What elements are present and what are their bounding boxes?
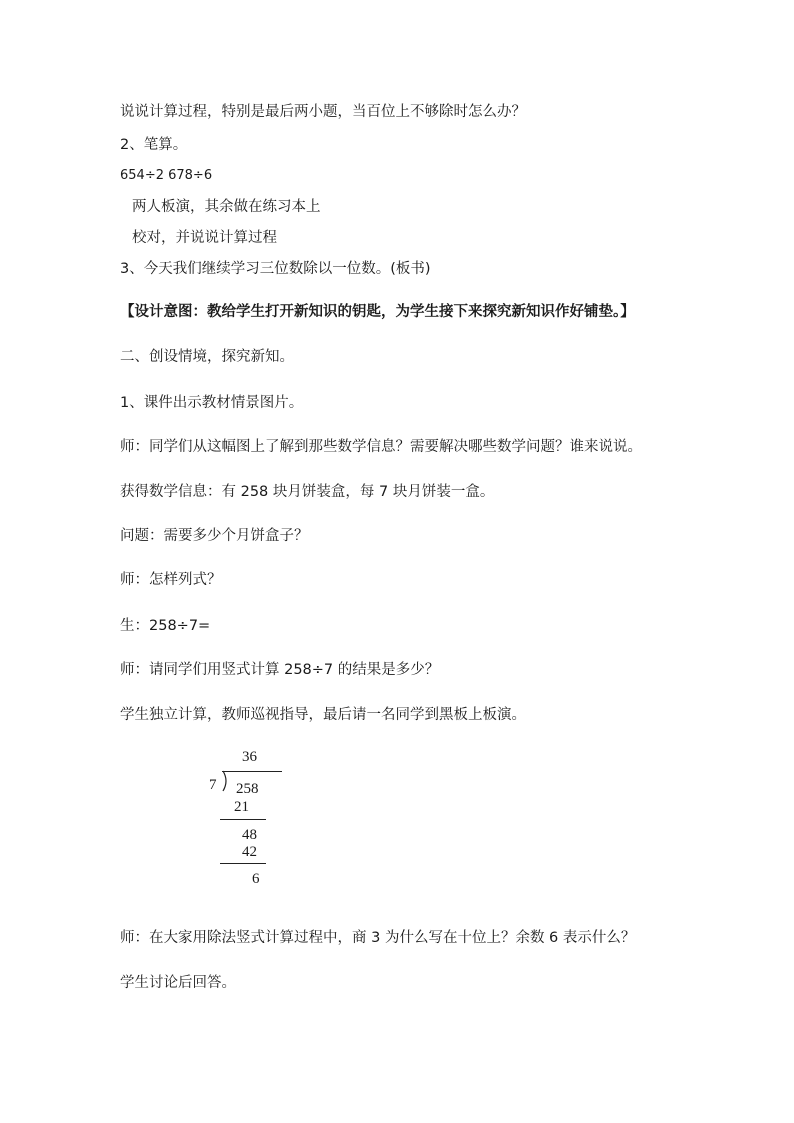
division-step1-rule — [220, 819, 266, 820]
text-line-design-intent: 【设计意图：教给学生打开新知识的钥匙，为学生接下来探究新知识作好铺垫。】 — [120, 304, 635, 320]
text-line-student-formula: 生：258÷7= — [120, 618, 211, 634]
division-remainder: 6 — [252, 871, 260, 887]
text-line-check: 校对，并说说计算过程 — [132, 230, 277, 246]
text-line-courseware: 1、课件出示教材情景图片。 — [120, 395, 304, 411]
division-step2-partial: 48 — [242, 827, 257, 843]
division-bar — [222, 771, 282, 772]
text-line-discussion: 学生讨论后回答。 — [120, 975, 236, 991]
text-line-teacher-question: 师：同学们从这幅图上了解到那些数学信息？需要解决哪些数学问题？谁来说说。 — [120, 439, 642, 455]
text-line-math-info: 获得数学信息：有 258 块月饼装盒，每 7 块月饼装一盒。 — [120, 484, 495, 500]
text-line-written-calc-heading: 2、笔算。 — [120, 137, 188, 153]
text-line-quotient-question: 师：在大家用除法竖式计算过程中，商 3 为什么写在十位上？余数 6 表示什么？ — [120, 930, 636, 946]
division-quotient: 36 — [242, 749, 257, 765]
division-step2-rule — [220, 863, 266, 864]
long-division-diagram — [200, 742, 320, 892]
text-line-today-topic: 3、今天我们继续学习三位数除以一位数。(板书) — [120, 261, 431, 277]
division-step2-product: 42 — [242, 844, 257, 860]
text-line-calc-problems: 654÷2 678÷6 — [120, 168, 213, 183]
division-divisor: 7 — [209, 777, 217, 793]
text-line-board-practice: 两人板演，其余做在练习本上 — [132, 199, 321, 215]
text-line-problem: 问题：需要多少个月饼盒子？ — [120, 528, 309, 544]
division-step1-product: 21 — [234, 799, 249, 815]
text-line-teacher-vertical: 师：请同学们用竖式计算 258÷7 的结果是多少？ — [120, 662, 440, 678]
division-dividend: 258 — [236, 781, 259, 797]
text-line-teacher-formula: 师：怎样列式？ — [120, 572, 222, 588]
text-line-student-compute: 学生独立计算，教师巡视指导，最后请一名同学到黑板上板演。 — [120, 707, 526, 723]
text-line-prompt: 说说计算过程，特别是最后两小题，当百位上不够除时怎么办？ — [120, 104, 526, 120]
division-bracket — [220, 770, 230, 792]
section-heading-scenario: 二、创设情境，探究新知。 — [120, 349, 294, 365]
